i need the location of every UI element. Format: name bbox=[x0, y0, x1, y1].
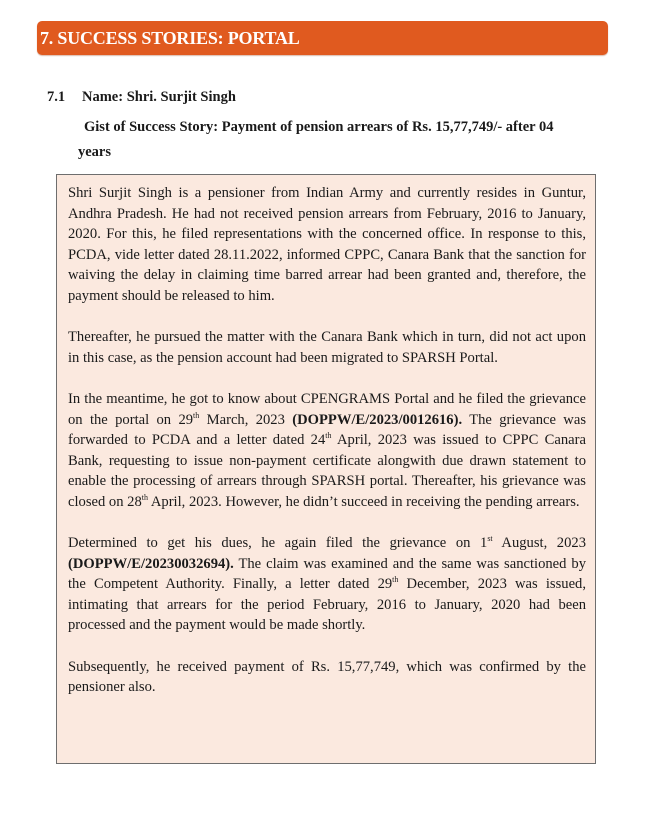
story-box bbox=[56, 174, 596, 764]
section-title: 7. SUCCESS STORIES: PORTAL bbox=[40, 28, 300, 48]
section-header bbox=[37, 21, 608, 55]
p4-text-b: August, 2023 bbox=[492, 535, 586, 552]
ordinal-suffix: th bbox=[325, 431, 332, 441]
p3-text-e: April, 2023. However, he didn’t succeed in receiving the pending arrears. bbox=[148, 493, 580, 510]
paragraph-2: Thereafter, he pursued the matter with the Canara Bank which in turn, did not act upon in this case, as the pension account had been migrated to SPARSH Portal. bbox=[68, 329, 586, 366]
paragraph-4 bbox=[68, 533, 586, 636]
paragraph-3 bbox=[68, 389, 586, 513]
grievance-ref-1: (DOPPW/E/2023/0012616). bbox=[292, 411, 463, 428]
ordinal-suffix: th bbox=[193, 410, 200, 420]
p3-text-a: In the meantime, he got to know about CPENGRAMS Portal and he filed the grievance on the portal on 29 bbox=[68, 390, 586, 428]
gist-line-2: years bbox=[78, 144, 112, 160]
grievance-ref-2: (DOPPW/E/20230032694). bbox=[68, 555, 234, 572]
story-gist bbox=[78, 115, 593, 165]
ordinal-suffix: th bbox=[141, 492, 149, 502]
p4-text-a: Determined to get his dues, he again filed the grievance on 1 bbox=[68, 535, 488, 552]
p4-text-d: December, 2023 was issued, intimating that arrears for the period February, 2016 to January, 2020 had been processed and the payment would be made shortly. bbox=[68, 576, 586, 634]
story-name: Name: Shri. Surjit Singh bbox=[82, 89, 236, 105]
paragraph-1: Shri Surjit Singh is a pensioner from Indian Army and currently resides in Guntur, Andhra Pradesh. He had not received pension arrears from February, 2016 to January, 2020. For this, he filed representations with the concerned office. In response to this, PCDA, vide letter dated 28.11.2022, informed CPPC, Canara Bank that the sanction for waiving the delay in claiming time barred arrear had been granted and, therefore, the payment should be released to him. bbox=[68, 185, 586, 304]
p3-text-b: March, 2023 bbox=[199, 411, 293, 428]
ordinal-suffix: st bbox=[487, 534, 493, 544]
ordinal-suffix: th bbox=[392, 575, 399, 585]
story-number: 7.1 bbox=[47, 89, 66, 105]
gist-line-1: Gist of Success Story: Payment of pension arrears of Rs. 15,77,749/- after 04 bbox=[84, 119, 554, 135]
paragraph-5: Subsequently, he received payment of Rs. 15,77,749, which was confirmed by the pensioner also. bbox=[68, 658, 586, 696]
p3-text-c: The grievance was forwarded to PCDA and a letter dated 24 bbox=[68, 411, 587, 449]
p4-text-c: The claim was examined and the same was sanctioned by the Competent Authority. Finally, a letter dated 29 bbox=[68, 555, 586, 593]
p3-text-d: April, 2023 was issued to CPPC Canara Bank, requesting to issue non-payment certificate alongwith due drawn statement to enable the processing of arrears through SPARSH portal. Thereafter, his grievance was closed on 28 bbox=[68, 432, 586, 510]
